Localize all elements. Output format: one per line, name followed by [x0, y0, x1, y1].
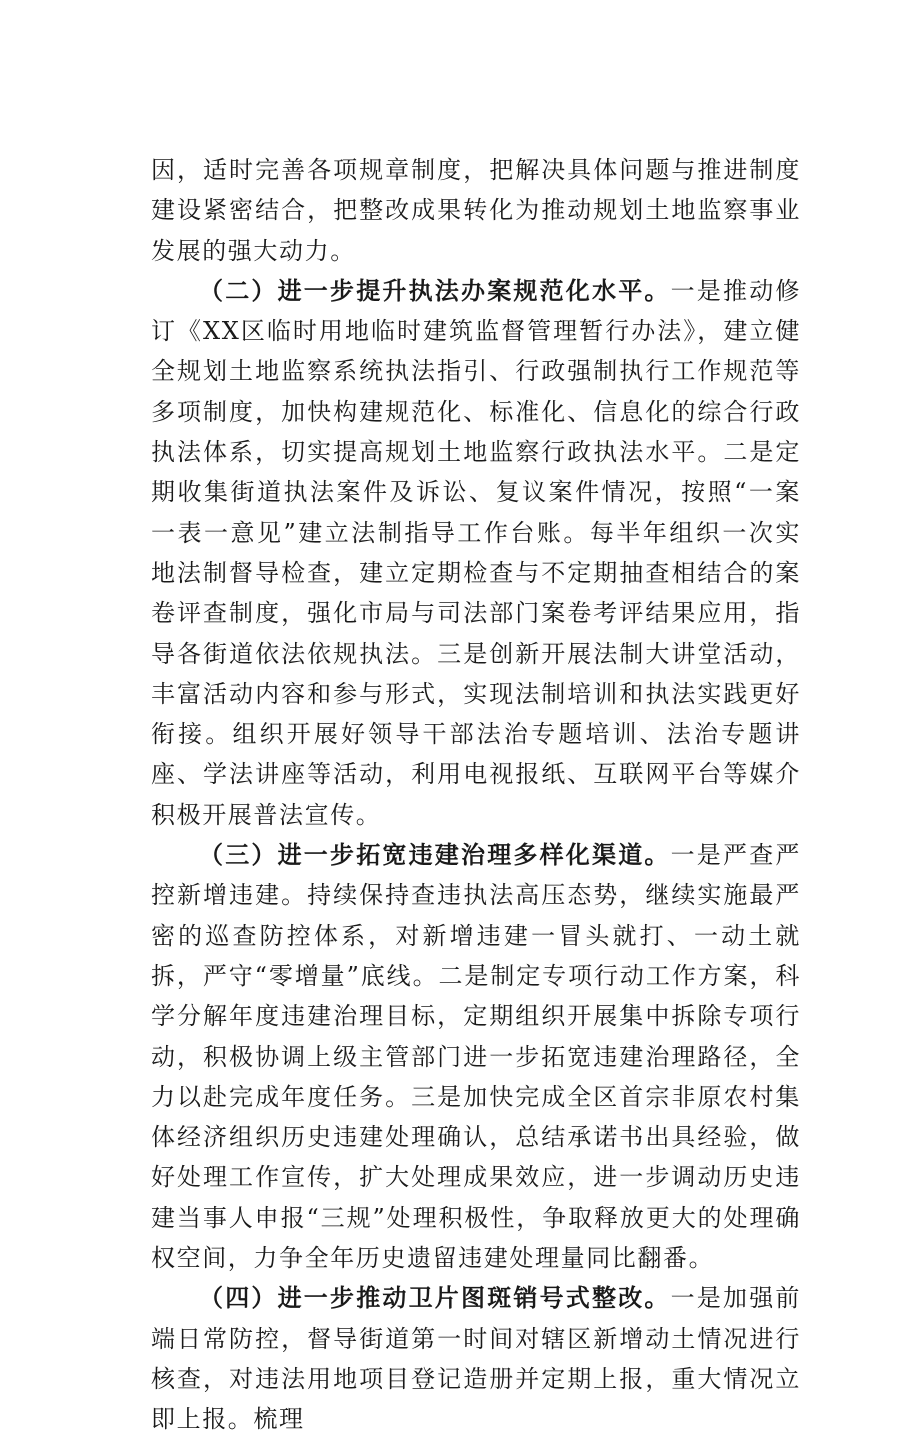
section-heading: （二）进一步提升执法办案规范化水平。: [199, 275, 671, 305]
paragraph-body: 一是严查严控新增违建。持续保持查违执法高压态势，继续实施最严密的巡查防控体系，对新增违建一冒头就打、一动土就拆，严守“零增量”底线。二是制定专项行动工作方案，科学分解年度违建治理目标，定期组织开展集中拆除专项行动，积极协调上级主管部门进一步拓宽违建治理路径，全力以赴完成年度任务。三是加快完成全区首宗非原农村集体经济组织历史违建处理确认，总结承诺书出具经验，做好处理工作宣传，扩大处理成果效应，进一步调动历史违建当事人申报“三规”处理积极性，争取释放更大的处理确权空间，力争全年历史遗留违建处理量同比翻番。: [151, 841, 801, 1273]
paragraph-continuation: [151, 150, 801, 271]
document-body: [151, 150, 801, 1440]
section-heading: （四）进一步推动卫片图斑销号式整改。: [199, 1283, 671, 1313]
paragraph-section-2: [151, 271, 801, 835]
paragraph-body: 一是推动修订《XX区临时用地临时建筑监督管理暂行办法》，建立健全规划土地监察系统执法指引、行政强制执行工作规范等多项制度，加快构建规范化、标准化、信息化的综合行政执法体系，切实提高规划土地监察行政执法水平。二是定期收集街道执法案件及诉讼、复议案件情况，按照“一案一表一意见”建立法制指导工作台账。每半年组织一次实地法制督导检查，建立定期检查与不定期抽查相结合的案卷评查制度，强化市局与司法部门案卷考评结果应用，指导各街道依法依规执法。三是创新开展法制大讲堂活动，丰富活动内容和参与形式，实现法制培训和执法实践更好衔接。组织开展好领导干部法治专题培训、法治专题讲座、学法讲座等活动，利用电视报纸、互联网平台等媒介积极开展普法宣传。: [151, 276, 801, 829]
paragraph-section-4: [151, 1278, 801, 1439]
section-heading: （三）进一步拓宽违建治理多样化渠道。: [199, 840, 671, 870]
paragraph-section-3: [151, 835, 801, 1278]
paragraph-body: 因，适时完善各项规章制度，把解决具体问题与推进制度建设紧密结合，把整改成果转化为推动规划土地监察事业发展的强大动力。: [151, 156, 801, 265]
paragraph-body: 一是加强前端日常防控，督导街道第一时间对辖区新增动土情况进行核查，对违法用地项目登记造册并定期上报，重大情况立即上报。梳理: [151, 1284, 801, 1434]
